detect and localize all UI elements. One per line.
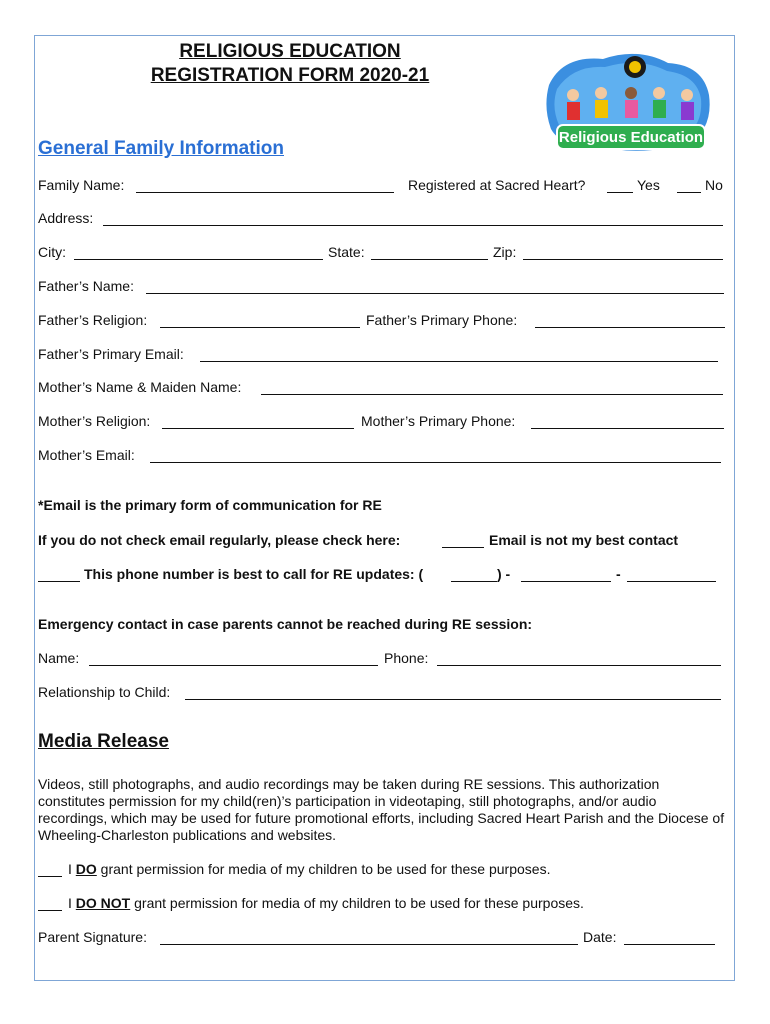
date-field[interactable] [624, 944, 715, 945]
city-field[interactable] [74, 259, 323, 260]
address-field[interactable] [103, 225, 723, 226]
email-check-prompt: If you do not check email regularly, please check here: [38, 532, 401, 548]
city-label: City: [38, 244, 66, 260]
mother-phone-label: Mother’s Primary Phone: [361, 413, 516, 429]
phone-paren-close: ) - [497, 566, 511, 582]
grant-do-blank[interactable] [38, 876, 62, 877]
grant-do-rest: grant permission for media of my children to be used for these purposes. [100, 861, 551, 877]
family-name-field[interactable] [136, 192, 394, 193]
yes-label: Yes [637, 177, 660, 193]
mother-email-field[interactable] [150, 462, 721, 463]
ec-phone-label: Phone: [384, 650, 429, 666]
father-name-field[interactable] [146, 293, 724, 294]
registered-label: Registered at Sacred Heart? [408, 177, 586, 193]
media-release-paragraph: Videos, still photographs, and audio recordings may be taken during RE sessions. This authorization constitutes permission for my child(ren)’s participation in videotaping, still photographs, and/or audio recordings, which may be used for future promotional efforts, including Sacred Heart Parish and the Diocese of Wheeling-Charleston publications and websites. [38, 776, 725, 843]
form-title [120, 40, 460, 88]
grant-donot-rest: grant permission for media of my children to be used for these purposes. [134, 895, 584, 911]
ec-relationship-field[interactable] [185, 699, 721, 700]
father-email-label: Father’s Primary Email: [38, 346, 184, 362]
email-check-blank[interactable] [442, 547, 484, 548]
state-field[interactable] [371, 259, 488, 260]
ec-name-label: Name: [38, 650, 80, 666]
father-email-field[interactable] [200, 361, 718, 362]
father-religion-field[interactable] [160, 327, 360, 328]
emergency-heading: Emergency contact in case parents cannot be reached during RE session: [38, 616, 533, 632]
grant-donot-blank[interactable] [38, 910, 62, 911]
phone-line-field[interactable] [627, 581, 716, 582]
mother-name-field[interactable] [261, 394, 723, 395]
no-label: No [705, 177, 723, 193]
parent-signature-label: Parent Signature: [38, 929, 147, 945]
grant-donot-prefix: I [68, 895, 72, 911]
area-code-field[interactable] [451, 581, 497, 582]
general-family-heading: General Family Information [38, 138, 284, 159]
title-line-2: REGISTRATION FORM 2020-21 [150, 65, 430, 86]
zip-field[interactable] [523, 259, 723, 260]
logo-text: Religious Education [558, 129, 704, 146]
date-label: Date: [583, 929, 617, 945]
parent-signature-field[interactable] [160, 944, 578, 945]
family-name-label: Family Name: [38, 177, 125, 193]
email-check-option: Email is not my best contact [489, 532, 679, 548]
address-label: Address: [38, 210, 94, 226]
email-note: *Email is the primary form of communication for RE [38, 497, 382, 513]
grant-do-word: DO [75, 861, 97, 877]
grant-donot-word: DO NOT [75, 895, 131, 911]
title-line-1: RELIGIOUS EDUCATION [179, 41, 401, 62]
phone-dash: - [616, 566, 621, 582]
father-religion-label: Father’s Religion: [38, 312, 148, 328]
mother-email-label: Mother’s Email: [38, 447, 135, 463]
grant-donot-statement [68, 895, 584, 911]
ec-name-field[interactable] [89, 665, 378, 666]
grant-do-prefix: I [68, 861, 72, 877]
father-phone-field[interactable] [535, 327, 725, 328]
zip-label: Zip: [493, 244, 517, 260]
registered-yes-blank[interactable] [607, 192, 633, 193]
state-label: State: [328, 244, 365, 260]
religious-education-logo [543, 45, 713, 157]
ec-relationship-label: Relationship to Child: [38, 684, 171, 700]
ec-phone-field[interactable] [437, 665, 721, 666]
mother-name-label: Mother’s Name & Maiden Name: [38, 379, 242, 395]
media-release-heading: Media Release [38, 731, 169, 752]
best-phone-label: This phone number is best to call for RE updates: ( [84, 566, 424, 582]
best-phone-check-blank[interactable] [38, 581, 80, 582]
grant-do-statement [68, 861, 550, 877]
father-phone-label: Father’s Primary Phone: [366, 312, 518, 328]
registered-no-blank[interactable] [677, 192, 701, 193]
mother-religion-field[interactable] [162, 428, 354, 429]
mother-phone-field[interactable] [531, 428, 724, 429]
mother-religion-label: Mother’s Religion: [38, 413, 151, 429]
father-name-label: Father’s Name: [38, 278, 134, 294]
phone-prefix-field[interactable] [521, 581, 611, 582]
